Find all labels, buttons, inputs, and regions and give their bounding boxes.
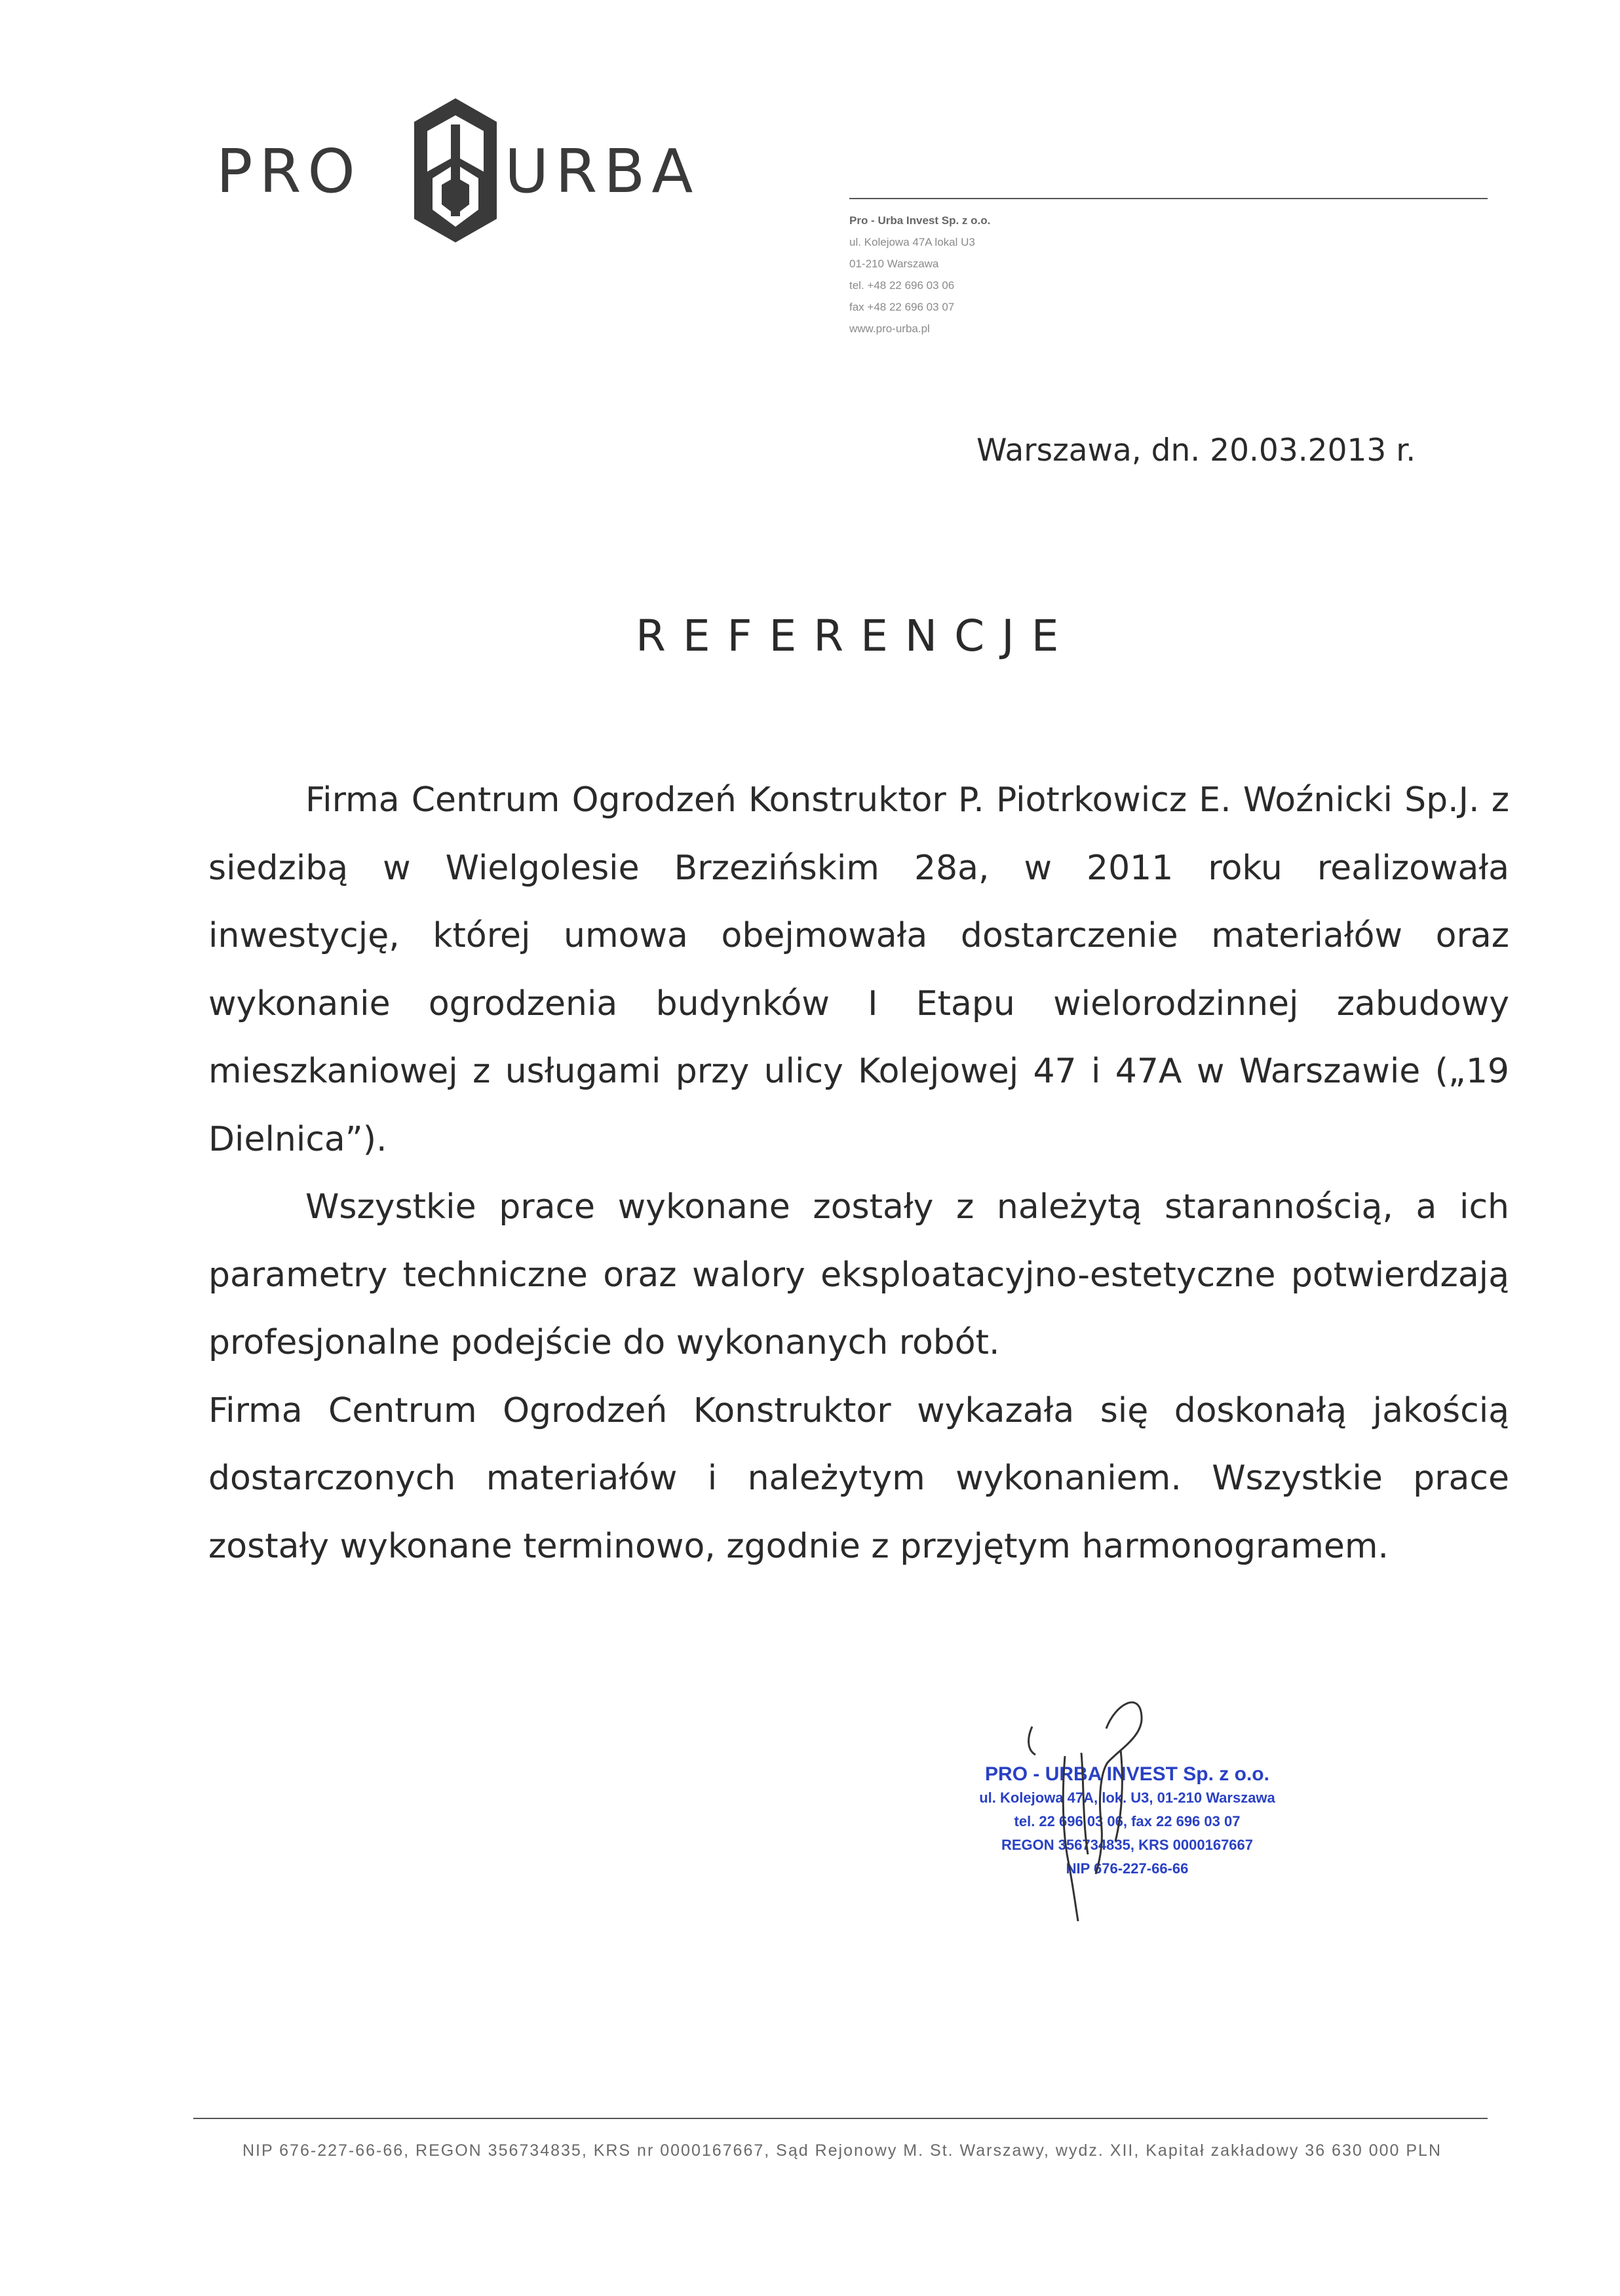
letter-date: Warszawa, dn. 20.03.2013 r. [976, 432, 1416, 469]
logo-text-pro: PRO [216, 136, 362, 206]
letter-body [208, 767, 1509, 1580]
logo-emblem-icon [413, 98, 498, 242]
company-street: ul. Kolejowa 47A lokal U3 [849, 236, 975, 248]
logo-text-urba: URBA [505, 136, 700, 206]
body-paragraph-1: Firma Centrum Ogrodzeń Konstruktor P. Piotrkowicz E. Woźnicki Sp.J. z siedzibą w Wielgolesie Brzezińskim 28a, w 2011 roku realizowała inwestycję, której umowa obejmowała dostarczenie materiałów oraz wykonanie ogrodzenia budynków I Etapu wielorodzinnej zabudowy mieszkaniowej z usługami przy ulicy Kolejowej 47 i 47A w Warszawie („19 Dielnica”). [208, 780, 1509, 1159]
letter-title: REFERENCJE [636, 611, 1076, 661]
company-city: 01-210 Warszawa [849, 258, 939, 270]
stamp-company-name: PRO - URBA INVEST Sp. z o.o. [985, 1763, 1269, 1785]
company-fax: fax +48 22 696 03 07 [849, 301, 955, 313]
company-stamp [944, 1664, 1317, 1953]
body-paragraph-3: Firma Centrum Ogrodzeń Konstruktor wykazała się doskonałą jakością dostarczonych materiałów i należytym wykonaniem. Wszystkie prace zostały wykonane terminowo, zgodnie z przyjętym harmonogramem. [208, 1390, 1509, 1566]
stamp-phone-fax: tel. 22 696 03 06, fax 22 696 03 07 [1014, 1813, 1241, 1829]
body-paragraph-2: Wszystkie prace wykonane zostały z należytą starannością, a ich parametry techniczne oraz walory eksploatacyjno-estetyczne potwierdzają profesjonalne podejście do wykonanych robót. [208, 1187, 1509, 1362]
stamp-address: ul. Kolejowa 47A, lok. U3, 01-210 Warszawa [979, 1789, 1275, 1806]
company-logo [216, 98, 741, 249]
stamp-regon-krs: REGON 356734835, KRS 0000167667 [1001, 1837, 1254, 1853]
header-divider [849, 198, 1488, 199]
company-name: Pro - Urba Invest Sp. z o.o. [849, 214, 991, 227]
company-website: www.pro-urba.pl [849, 322, 930, 335]
company-phone: tel. +48 22 696 03 06 [849, 279, 955, 292]
footer-divider [193, 2118, 1488, 2119]
footer-legal-info: NIP 676-227-66-66, REGON 356734835, KRS nr 0000167667, Sąd Rejonowy M. St. Warszawy, wydz. XII, Kapitał zakładowy 36 630 000 PLN [242, 2141, 1442, 2160]
handwritten-signature [944, 1664, 1317, 1953]
company-address-block [849, 210, 990, 339]
stamp-nip: NIP 676-227-66-66 [1066, 1860, 1189, 1877]
